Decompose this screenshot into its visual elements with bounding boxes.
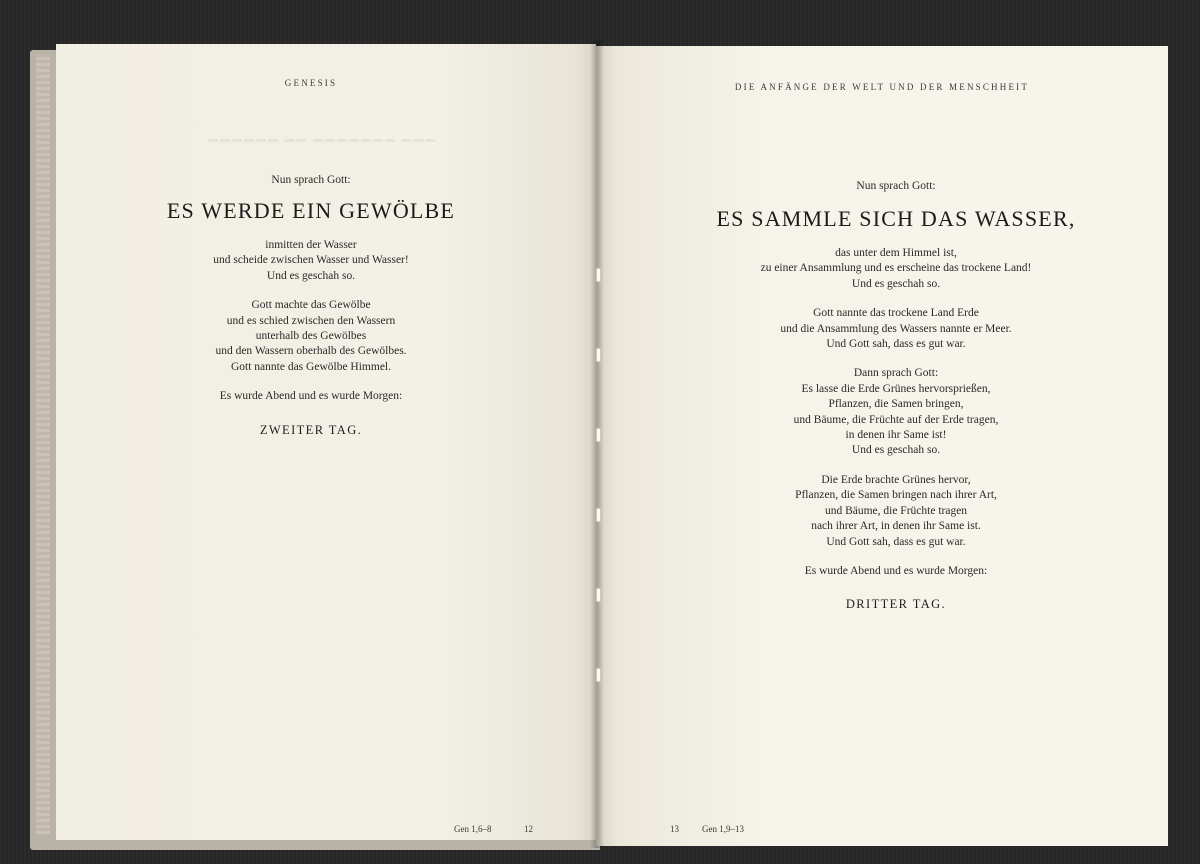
verse-line: und Bäume, die Früchte tragen	[824, 504, 968, 517]
verse-line: Und es geschah so.	[851, 277, 941, 290]
stanza	[596, 246, 1196, 292]
verse-line: nach ihrer Art, in denen ihr Same ist.	[811, 520, 981, 533]
page-number: 13	[670, 824, 679, 834]
verse-line: Und Gott sah, dass es gut war.	[826, 338, 966, 351]
book-gutter	[590, 40, 604, 848]
verse-line: Gott nannte das trockene Land Erde	[813, 307, 979, 320]
right-page	[596, 46, 1168, 846]
day-heading: ZWEITER TAG.	[259, 422, 363, 437]
headline: ES WERDE EIN GEWÖLBE	[166, 198, 456, 223]
verse-line: zu einer Ansammlung und es erscheine das trockene Land!	[760, 262, 1032, 275]
binding-stitch	[596, 428, 601, 442]
binding-stitch	[596, 508, 601, 522]
verse-line: Die Erde brachte Grünes hervor,	[821, 473, 971, 486]
binding-stitch	[596, 348, 601, 362]
verse-line: inmitten der Wasser	[265, 239, 357, 251]
verse-line: Und es geschah so.	[851, 444, 941, 457]
running-head-right: DIE ANFÄNGE DER WELT UND DER MENSCHHEIT	[734, 82, 1030, 92]
verse-line: das unter dem Himmel ist,	[835, 247, 957, 259]
verse-line: Und Gott sah, dass es gut war.	[826, 535, 966, 548]
verse-line: Gott nannte das Gewölbe Himmel.	[230, 360, 391, 373]
verse-line: in denen ihr Same ist!	[845, 429, 947, 442]
binding-stitch	[596, 588, 601, 602]
show-through-text: ▬▬▬ ▬▬▬▬▬▬▬ ▬▬ ▬▬▬▬▬▬	[206, 134, 436, 145]
binding-stitch	[596, 668, 601, 682]
intro-line: Nun sprach Gott:	[271, 174, 351, 186]
verse-line: unterhalb des Gewölbes	[255, 330, 367, 343]
verse-line: Gott machte das Gewölbe	[251, 299, 371, 312]
headline: ES SAMMLE SICH DAS WASSER,	[716, 206, 1076, 231]
verse-line: Pflanzen, die Samen bringen nach ihrer Art,	[795, 489, 997, 502]
stanza	[596, 473, 1196, 550]
verse-line: und die Ansammlung des Wassers nannte er Meer.	[780, 322, 1012, 335]
running-head-left: GENESIS	[284, 78, 338, 88]
verse-line: Es lasse die Erde Grünes hervorsprießen,	[801, 382, 991, 395]
evening-line: Es wurde Abend und es wurde Morgen:	[219, 390, 403, 403]
stanza	[596, 366, 1196, 458]
verse-line: und Bäume, die Früchte auf der Erde tragen,	[793, 413, 999, 426]
intro-line: Nun sprach Gott:	[856, 180, 936, 192]
stanza	[596, 306, 1196, 352]
verse-line: Und es geschah so.	[266, 269, 356, 282]
footer-reference: Gen 1,6–8	[454, 824, 492, 834]
binding-stitch	[596, 268, 601, 282]
verse-line: und scheide zwischen Wasser und Wasser!	[213, 254, 409, 267]
stanza	[56, 238, 566, 284]
left-page	[56, 44, 596, 840]
day-heading: DRITTER TAG.	[845, 597, 947, 612]
left-text-block	[56, 174, 566, 438]
page-number: 12	[524, 824, 533, 834]
footer-reference: Gen 1,9–13	[702, 824, 744, 834]
right-text-block	[596, 180, 1196, 612]
verse-line: und den Wassern oberhalb des Gewölbes.	[215, 345, 407, 358]
stanza	[56, 298, 566, 375]
cover-spine-texture	[36, 54, 50, 834]
verse-line: Dann sprach Gott:	[853, 367, 939, 380]
verse-line: und es schied zwischen den Wassern	[226, 314, 396, 327]
verse-line: Pflanzen, die Samen bringen,	[828, 398, 964, 411]
evening-line: Es wurde Abend und es wurde Morgen:	[804, 564, 988, 577]
